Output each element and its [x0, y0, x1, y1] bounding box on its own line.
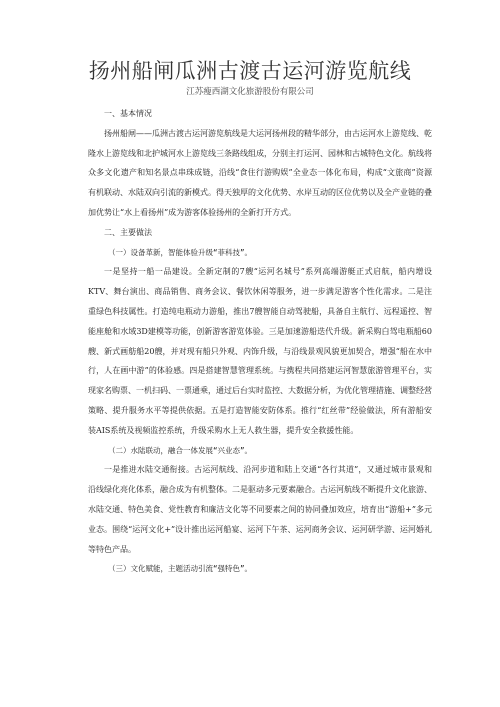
paragraph-equipment: 一是坚持一船一品建设。全新定制的7艘“运河名城号”系列高端游艇正式启航，船内增设KTV、舞台演出、商品销售、商务会议、餐饮休闲等服务，进一步满足游客个性化需求。二是注重绿色科技属性。打造纯电瓶动力游船，推出7艘智能自动驾驶船，具备自主航行、远程遥控、智能座舱和水域3D建模等功能，创新游客游览体验。三是加速游船迭代升级。新采购白驾电瓶船60艘、新式画舫船20艘，并对现有船只外观、内饰升级，与沿线景观风貌更加契合，增强“船在水中行，人在画中游”的体验感。四是搭建智慧管理系统。与携程共同搭建运河智慧旅游管理平台，实现家名购票、一机扫码、一票通乘，通过后台实时监控、大数据分析，为优化管理措施、调整经营策略、提升服务水平等提供依据。五是打造智能安防体系。推行“红丝带”经验做法，所有游船安装AIS系统及视频监控系统，升级采购水上无人救生器，提升安全救援性能。 [88, 267, 432, 435]
subheading-equipment: （一）设备革新，智能体验升级“菲科技”。 [108, 247, 253, 257]
document-title: 扬州船闸瓜洲古渡古运河游览航线 [88, 59, 412, 83]
subheading-culture: （三）文化赋能，主题活动引流“强特色”。 [108, 564, 253, 574]
subheading-land-water: （二）水陆联动，融合一体发展“兴业态”。 [108, 445, 253, 455]
section-heading-basic: 一、基本情况 [104, 109, 152, 118]
paragraph-land-water: 一是推进水陆交通衔接。古运河航线、沿河步道和陆上交通“各行其道”，又通过城市景观和沿线绿化亮化体系，融合成为有机整体。二是驱动多元要素融合。古运河航线不断提升文化旅游、水陆交通、特色美食、党性教育和廉洁文化等不同要素之间的协同叠加效应，培育出“游船+”多元业态。围绕“运河文化+”设计推出运河船宴、运河下午茶、运河商务会议、运河研学游、运河婚礼等特色产品。 [88, 465, 432, 554]
paragraph-basic: 扬州船闸——瓜洲古渡古运河游览航线是大运河扬州段的精华部分，由古运河水上游览线、乾隆水上游览线和北护城河水上游览线三条路线组成，分别主打运河、园林和古城特色文化。航线将众多文化遗产和知名景点串珠成链，沿线“食住行游购娱”全业态一体化布局，构成“文旅商”资源有机联动、水陆双向引流的新模式。得天独厚的文化优势、水岸互动的区位优势以及全产业链的叠加优势让“水上看扬州”成为游客体验扬州的全新打开方式。 [88, 128, 432, 217]
document-subtitle: 江苏瘦西湖文化旅游股份有限公司 [186, 87, 314, 97]
document-body [88, 104, 432, 579]
section-heading-practices: 二、主要做法 [104, 227, 152, 237]
